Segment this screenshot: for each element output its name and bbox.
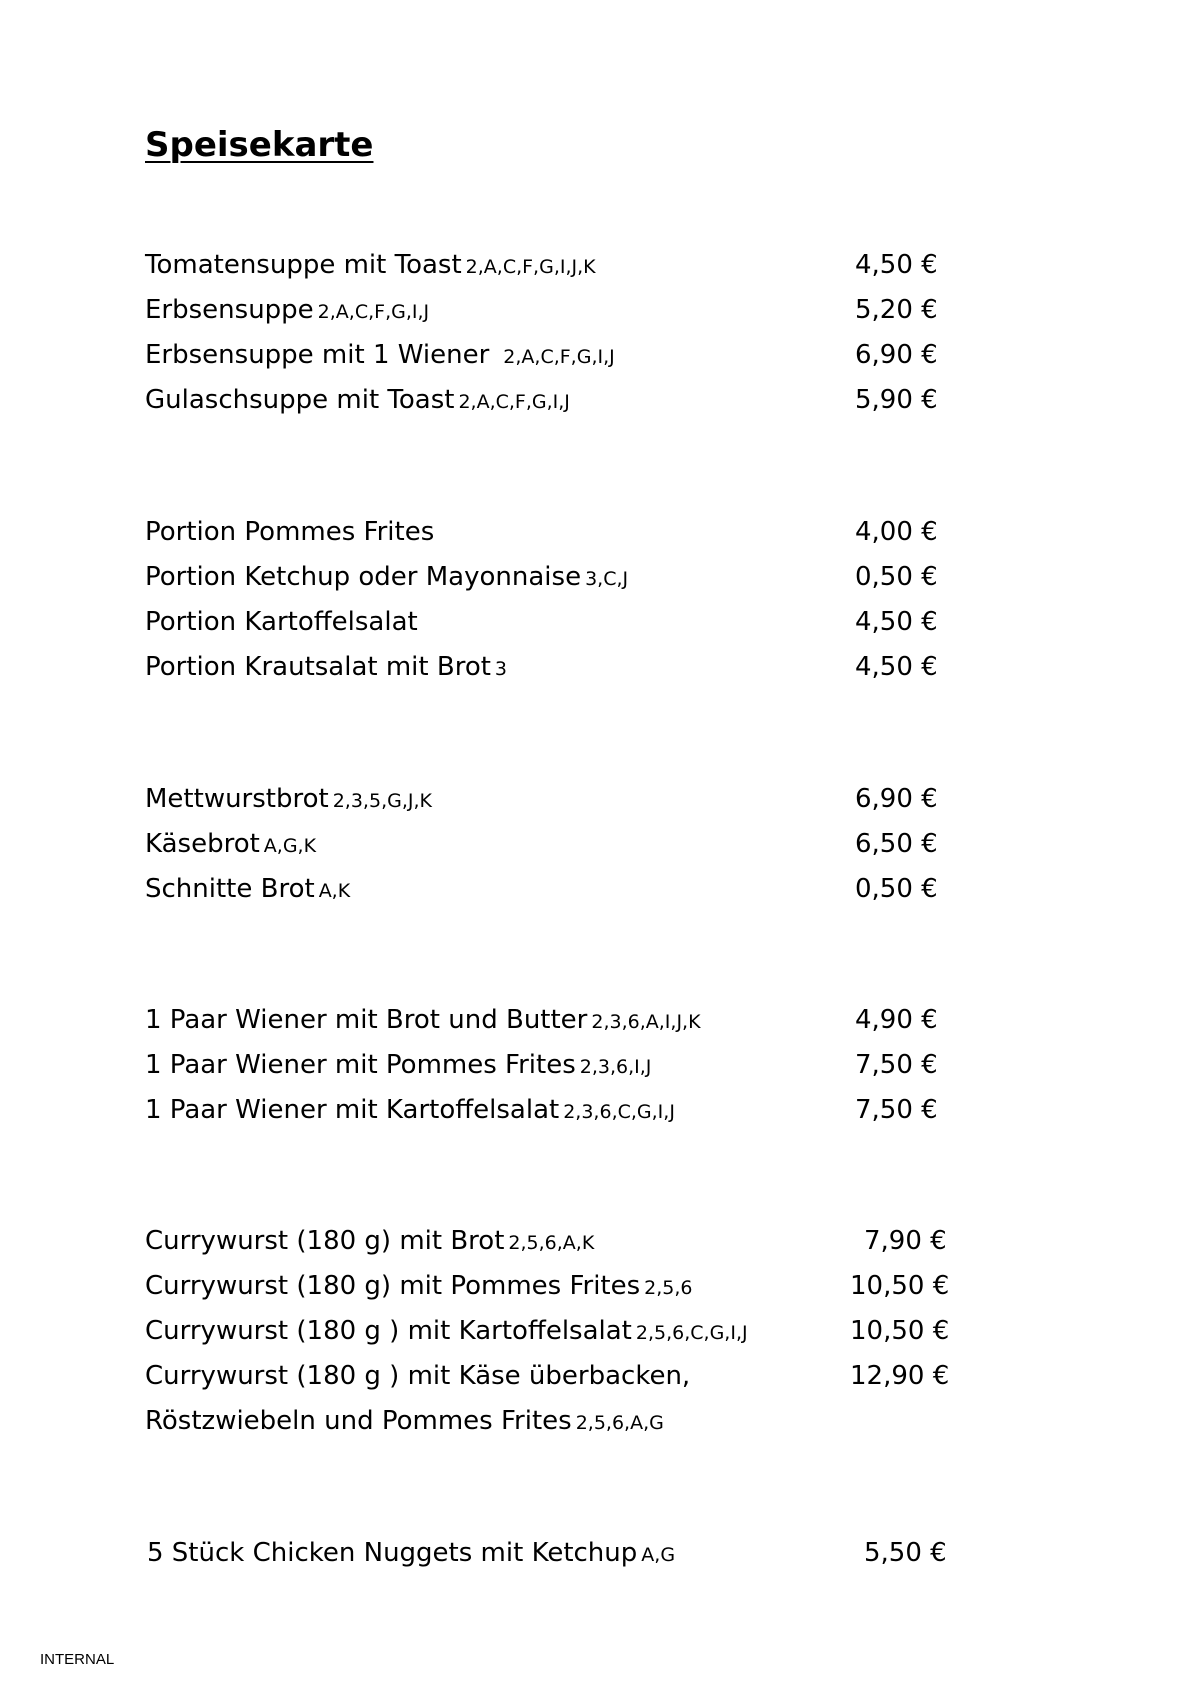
menu-item [145,600,965,645]
menu-item [145,1043,965,1088]
menu-item-name-wrap [145,1043,651,1090]
menu-item-name-wrap [145,1219,594,1266]
menu-item-allergens: 2,A,C,F,G,I,J [458,391,570,413]
menu-item-name: 1 Paar Wiener mit Pommes Frites [145,1050,576,1080]
menu-item [145,333,965,378]
menu-item [145,243,965,288]
menu-item-allergens: A,K [318,880,351,902]
menu-item-name-wrap [145,378,570,425]
menu-item-name: 5 Stück Chicken Nuggets mit Ketchup [147,1538,638,1568]
menu-item-price: 7,50 € [855,1050,938,1080]
menu-item [145,1354,965,1399]
menu-item-allergens: A,G [641,1544,676,1566]
menu-item [145,288,965,333]
menu-item-price: 6,50 € [855,829,938,859]
menu-item [147,1531,967,1576]
menu-item-name-wrap [145,867,350,914]
menu-item-allergens: A,G,K [263,835,317,857]
menu-item-price: 4,00 € [855,517,938,547]
menu-item-name: Gulaschsuppe mit Toast [145,385,455,415]
menu-item-price: 0,50 € [855,874,938,904]
menu-group-nuggets [147,1531,967,1576]
menu-item [145,555,965,600]
menu-group-currywurst [145,1219,965,1444]
menu-item-allergens: 2,5,6,A,G [575,1412,664,1434]
menu-item-name: Currywurst (180 g ) mit Kartoffelsalat [145,1316,632,1346]
menu-item-allergens: 2,5,6 [644,1277,693,1299]
menu-item-name: Currywurst (180 g ) mit Käse überbacken, [145,1361,691,1391]
menu-item-name: Currywurst (180 g) mit Pommes Frites [145,1271,641,1301]
menu-item [145,510,965,555]
menu-item-name: Erbsensuppe mit 1 Wiener [145,340,490,370]
menu-item-price: 12,90 € [850,1361,950,1391]
menu-item-price: 7,50 € [855,1095,938,1125]
menu-item-name-wrap [145,645,507,692]
menu-item-name-wrap [145,1309,748,1356]
menu-item-price: 5,90 € [855,385,938,415]
menu-item-allergens: 3 [494,658,508,680]
menu-item-name-wrap [145,1354,694,1401]
menu-item-allergens: 2,A,C,F,G,I,J [317,301,430,323]
menu-item-price: 4,50 € [855,250,938,280]
menu-item-price: 4,90 € [855,1005,938,1035]
menu-item-name-wrap [145,1088,675,1135]
menu-item-price: 6,90 € [855,784,938,814]
menu-item [145,645,965,690]
menu-item-name-wrap [145,333,615,380]
menu-item [145,777,965,822]
menu-item-price: 10,50 € [850,1316,950,1346]
menu-item-price: 0,50 € [855,562,938,592]
menu-item-name: Portion Kartoffelsalat [145,607,418,637]
classification-footer: INTERNAL [40,1651,115,1668]
menu-item [145,1309,965,1354]
menu-item-name-wrap [145,777,432,824]
menu-item-name-wrap [145,822,316,869]
menu-group-sides [145,510,965,690]
menu-group-wiener [145,998,965,1133]
menu-item-name-wrap [145,600,422,647]
menu-item-price: 6,90 € [855,340,938,370]
menu-item-name: Mettwurstbrot [145,784,329,814]
menu-item-price: 5,50 € [864,1538,947,1568]
menu-item [145,378,965,423]
menu-item-name: 1 Paar Wiener mit Kartoffelsalat [145,1095,560,1125]
menu-item-name-wrap [145,243,596,290]
menu-item-name-wrap [145,998,701,1045]
menu-item-allergens: 2,5,6,C,G,I,J [635,1322,748,1344]
menu-item-name: Tomatensuppe mit Toast [145,250,462,280]
menu-item-price: 10,50 € [850,1271,950,1301]
menu-item-allergens: 3,C,J [585,568,629,590]
menu-item-price: 4,50 € [855,607,938,637]
menu-group-soups [145,243,965,423]
page-title: Speisekarte [145,125,374,165]
menu-item-allergens: 2,5,6,A,K [508,1232,595,1254]
menu-item-name-wrap [145,288,429,335]
menu-item-allergens: 2,3,5,G,J,K [332,790,432,812]
menu-item-name-wrap [145,1399,664,1446]
menu-item [145,998,965,1043]
menu-item [145,822,965,867]
menu-item [145,1219,965,1264]
menu-item-allergens: 2,A,C,F,G,I,J [503,346,615,368]
menu-item-allergens: 2,3,6,A,I,J,K [591,1011,701,1033]
menu-group-breads [145,777,965,912]
menu-item-name: Portion Pommes Frites [145,517,435,547]
menu-item-continuation [145,1399,965,1444]
menu-item-name-wrap [147,1531,675,1578]
menu-item [145,867,965,912]
menu-item [145,1264,965,1309]
menu-item-allergens: 2,3,6,I,J [579,1056,652,1078]
menu-item [145,1088,965,1133]
menu-item-price: 5,20 € [855,295,938,325]
menu-item-allergens: 2,3,6,C,G,I,J [563,1101,675,1123]
menu-item-name: Schnitte Brot [145,874,315,904]
menu-item-allergens: 2,A,C,F,G,I,J,K [465,256,596,278]
menu-item-name: Portion Krautsalat mit Brot [145,652,491,682]
menu-item-name: Erbsensuppe [145,295,314,325]
menu-item-price: 4,50 € [855,652,938,682]
menu-item-name: Currywurst (180 g) mit Brot [145,1226,505,1256]
menu-item-name-wrap [145,510,438,557]
menu-item-price: 7,90 € [864,1226,947,1256]
menu-item-name-wrap [145,1264,693,1311]
menu-item-name: 1 Paar Wiener mit Brot und Butter [145,1005,588,1035]
menu-item-name: Röstzwiebeln und Pommes Frites [145,1406,572,1436]
menu-item-name-wrap [145,555,628,602]
menu-item-name: Portion Ketchup oder Mayonnaise [145,562,582,592]
menu-item-name: Käsebrot [145,829,260,859]
